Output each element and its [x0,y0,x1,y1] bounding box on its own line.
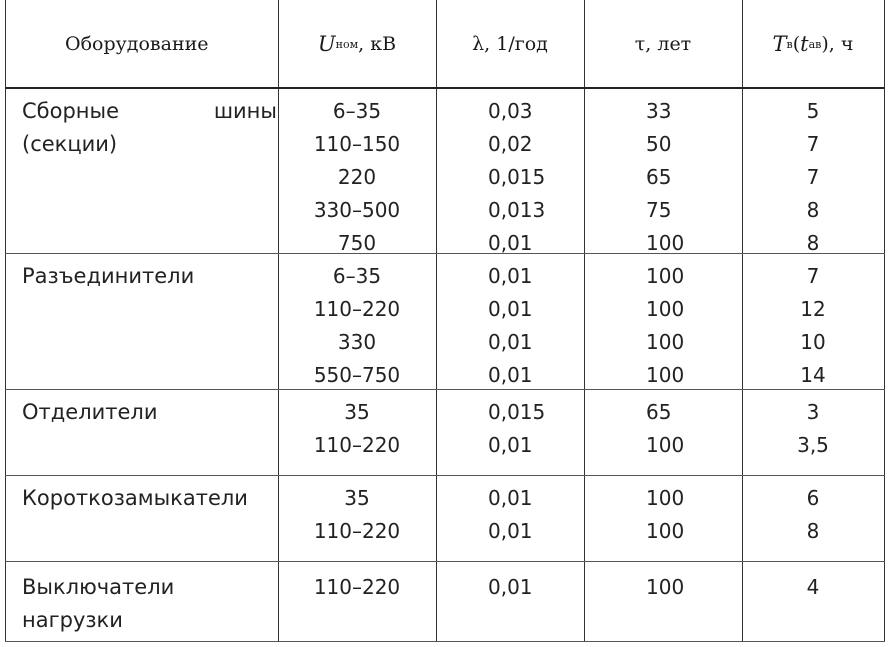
service-life-value: 100 [646,297,685,321]
failure-rate-value: 0,01 [488,519,533,543]
group-separator [5,475,885,476]
repair-time-value: 7 [806,132,820,156]
voltage-value: 330 [337,330,377,354]
voltage-value: 110–220 [313,297,401,321]
table-bottom-rule [5,641,885,642]
voltage-value: 35 [344,400,370,424]
header-service-life: τ, лет [634,33,692,55]
repair-time-value: 3 [806,400,820,424]
voltage-subscript: ном [335,37,359,51]
column-divider [5,0,6,642]
failure-rate-value: 0,015 [488,165,546,189]
repair-time-value: 4 [806,575,820,599]
service-life-value: 100 [646,486,685,510]
failure-rate-value: 0,01 [488,330,533,354]
voltage-value: 110–220 [313,575,401,599]
service-life-value: 100 [646,433,685,457]
voltage-value: 6–35 [332,99,382,123]
repair-time-subscript: в [786,37,793,51]
repair-time-value: 7 [806,264,820,288]
service-life-value: 100 [646,330,685,354]
failure-rate-value: 0,01 [488,433,533,457]
failure-rate-value: 0,01 [488,363,533,387]
header-equipment: Оборудование [65,33,209,55]
voltage-value: 110–150 [313,132,401,156]
failure-rate-value: 0,013 [488,198,546,222]
service-life-value: 100 [646,519,685,543]
header-voltage [278,0,436,88]
failure-rate-value: 0,01 [488,297,533,321]
service-life-value: 100 [646,264,685,288]
service-life-value: 100 [646,575,685,599]
repair-time-value: 12 [800,297,826,321]
voltage-value: 6–35 [332,264,382,288]
repair-time-value: 3,5 [797,433,829,457]
service-life-value: 75 [646,198,672,222]
voltage-value: 750 [337,231,377,255]
failure-rate-value: 0,01 [488,231,533,255]
voltage-value: 550–750 [313,363,401,387]
repair-time-value: 8 [806,198,820,222]
repair-time-value: 8 [806,231,820,255]
failure-rate-value: 0,01 [488,264,533,288]
service-life-value: 100 [646,231,685,255]
column-divider [884,0,885,642]
repair-time-value: 10 [800,330,826,354]
header-failure-rate: λ, 1/год [472,33,548,55]
switch-time-subscript: ав [808,37,822,51]
failure-rate-value: 0,02 [488,132,533,156]
service-life-value: 65 [646,400,672,424]
service-life-value: 50 [646,132,672,156]
voltage-value: 110–220 [313,433,401,457]
repair-time-symbol: T [772,32,787,56]
failure-rate-value: 0,03 [488,99,533,123]
service-life-value: 33 [646,99,672,123]
repair-time-value: 7 [806,165,820,189]
voltage-value: 35 [344,486,370,510]
repair-time-value: 6 [806,486,820,510]
equipment-name: Разъединители [22,264,195,288]
repair-time-value: 8 [806,519,820,543]
failure-rate-value: 0,01 [488,486,533,510]
repair-time-value: 14 [800,363,826,387]
service-life-value: 100 [646,363,685,387]
voltage-value: 110–220 [313,519,401,543]
service-life-value: 65 [646,165,672,189]
voltage-unit: , кВ [358,33,397,55]
group-separator [5,561,885,562]
voltage-value: 330–500 [313,198,401,222]
voltage-value: 220 [337,165,377,189]
header-repair-time: T в ( t ав ), ч [772,32,854,56]
equipment-name: Короткозамыкатели [22,486,248,510]
switch-time-symbol: t [800,32,809,56]
equipment-name: Отделители [22,400,158,424]
repair-time-value: 5 [806,99,820,123]
failure-rate-value: 0,015 [488,400,546,424]
voltage-symbol: U [317,32,336,56]
failure-rate-value: 0,01 [488,575,533,599]
equipment-name: Выключатели нагрузки [22,575,175,632]
equipment-name: Сборные шины (секции) [22,99,277,156]
